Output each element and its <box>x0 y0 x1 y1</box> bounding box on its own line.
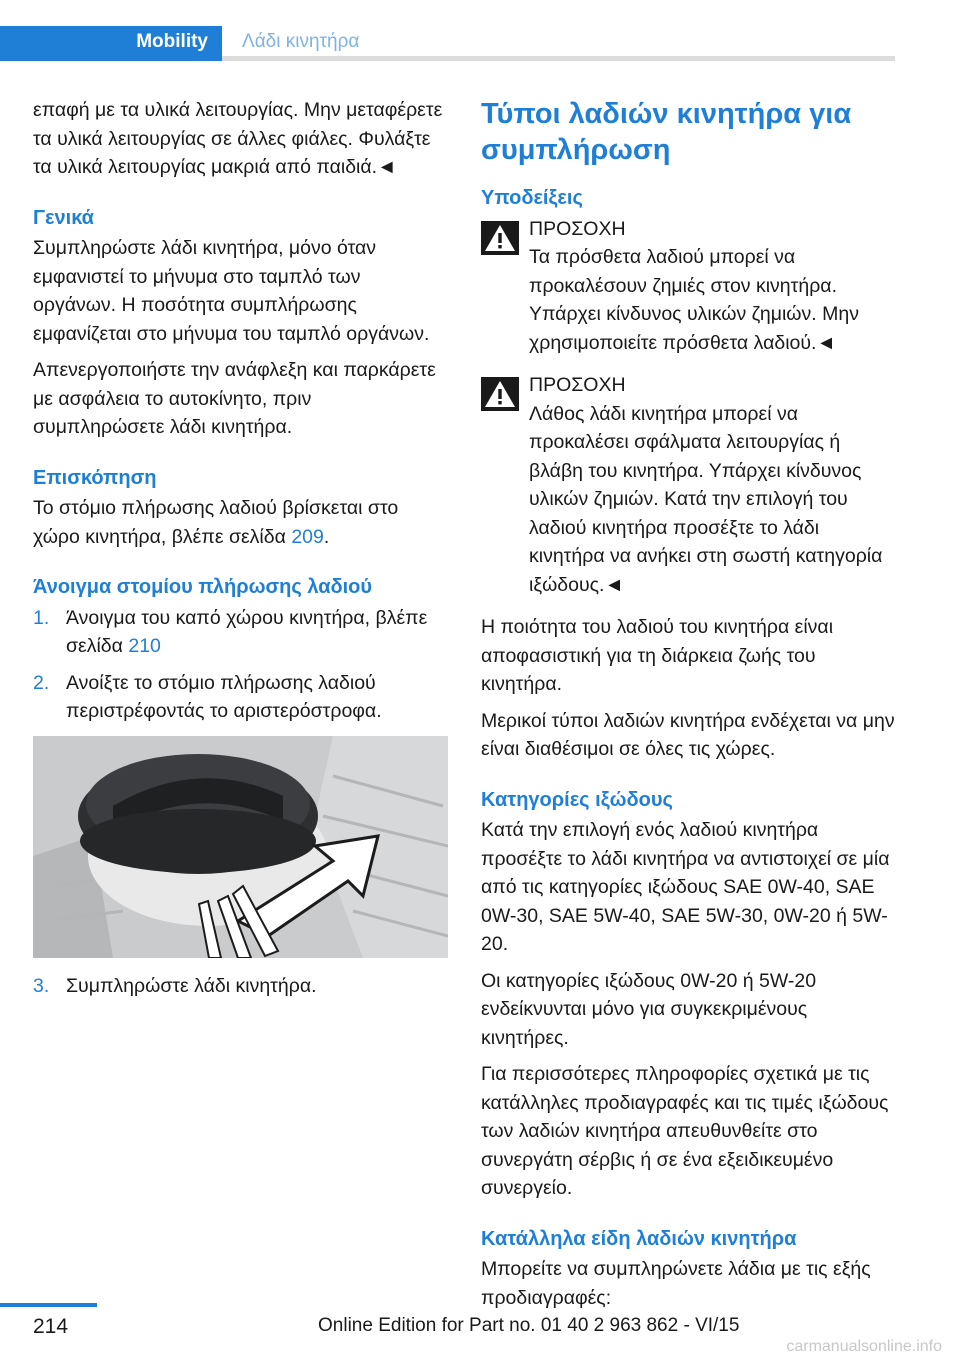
watermark: carmanualsonline.info <box>786 1338 942 1355</box>
page-link-209[interactable]: 209 <box>291 525 324 548</box>
page-number: 214 <box>33 1315 69 1338</box>
left-column <box>33 96 448 1008</box>
warning-triangle-icon <box>481 377 519 411</box>
suitable-oils-heading: Κατάλληλα είδη λαδιών κινητήρα <box>481 1227 797 1250</box>
section-label: Mobility <box>136 31 208 52</box>
steps-list <box>33 604 448 726</box>
availability-paragraph: Μερικοί τύποι λαδιών κινητήρα ενδέχεται να μην είναι διαθέσιμοι σε όλες τις χώρες. <box>481 709 895 760</box>
edition-note: Online Edition for Part no. 01 40 2 963 862 - VI/15 <box>318 1315 740 1336</box>
viscosity-paragraph-3: Για περισσότερες πληροφορίες σχετικά με τις κατάλληλες προδιαγραφές και τις τιμές ιξώδους των λαδιών κινητήρα απευθυνθείτε στο συνεργάτη σέρβις ή σε ένα εξειδικευμένο συνεργείο. <box>481 1063 889 1199</box>
caution-block <box>481 371 896 599</box>
page-link-210[interactable]: 210 <box>128 635 161 657</box>
steps-list-continued <box>33 972 448 1001</box>
step-item <box>33 669 448 726</box>
overview-end: . <box>323 525 330 548</box>
step-text: Συμπληρώστε λάδι κινητήρα. <box>66 974 317 997</box>
caution-block <box>481 215 896 358</box>
step-text: Ανοίξτε το στόμιο πλήρωσης λαδιού περιστρέφοντάς το αριστερόστροφα. <box>66 671 382 722</box>
step-number: 2. <box>33 671 50 694</box>
viscosity-heading: Κατηγορίες ιξώδους <box>481 788 673 811</box>
step-item <box>33 972 448 1001</box>
opening-heading: Άνοιγμα στομίου πλήρωσης λαδιού <box>33 576 373 598</box>
step-number: 3. <box>33 974 50 997</box>
page-header <box>0 26 960 62</box>
oil-cap-photo <box>33 736 448 958</box>
step-item <box>33 604 448 661</box>
step-number: 1. <box>33 606 50 629</box>
right-column <box>481 96 896 1320</box>
warning-triangle-icon <box>481 221 519 255</box>
quality-paragraph: Η ποιότητα του λαδιού του κινητήρα είναι αποφασιστική για τη διάρκεια ζωής του κινητήρα. <box>481 616 834 695</box>
suitable-oils-paragraph: Μπορείτε να συμπληρώνετε λάδια με τις εξής προδιαγραφές: <box>481 1258 871 1309</box>
caution-title: ΠΡΟΣΟΧΗ <box>529 217 626 240</box>
general-heading: Γενικά <box>33 206 94 229</box>
section-title: Τύποι λαδιών κινητήρα για συμπλήρωση <box>481 98 852 166</box>
caution-text: Λάθος λάδι κινητήρα μπορεί να προκαλέσει σφάλματα λειτουργίας ή βλάβη του κινητήρα. Υπάρχει κίνδυνος υλικών ζημιών. Κατά την επιλογή του λαδιού κινητήρα προσέξτε το λάδι κινητήρα να ανήκει στη σωστή κατηγορία ιξώδους.◄ <box>529 402 883 596</box>
general-paragraph-2: Απενεργοποιήστε την ανάφλεξη και παρκάρετε με ασφάλεια το αυτοκίνητο, πριν συμπληρώσετε λάδι κινητήρα. <box>33 359 436 438</box>
general-paragraph-1: Συμπληρώστε λάδι κινητήρα, μόνο όταν εμφανιστεί το μήνυμα στο ταμπλό των οργάνων. Η ποσότητα συμπλήρωσης εμφανίζεται στο μήνυμα του ταμπλό οργάνων. <box>33 237 430 345</box>
viscosity-paragraph-1: Κατά την επιλογή ενός λαδιού κινητήρα προσέξτε το λάδι κινητήρα να αντιστοιχεί σε μία από τις κατηγορίες ιξώδους SAE 0W-40, SAE 0W-30, SAE 5W-40, SAE 5W-30, 0W-20 ή 5W-20. <box>481 819 890 955</box>
caution-title: ΠΡΟΣΟΧΗ <box>529 374 626 396</box>
subsection-tab[interactable]: Λάδι κινητήρα <box>242 31 360 52</box>
overview-text: Το στόμιο πλήρωσης λαδιού βρίσκεται στο χώρο κινητήρα, βλέπε σελίδα <box>33 497 399 548</box>
caution-text: Τα πρόσθετα λαδιού μπορεί να προκαλέσουν ζημιές στον κινητήρα. Υπάρχει κίνδυνος υλικών ζημιών. Μην χρησιμοποιείτε πρόσθετα λαδιού.◄ <box>529 246 859 354</box>
intro-text: επαφή με τα υλικά λειτουργίας. Μην μεταφέρετε τα υλικά λειτουργίας σε άλλες φιάλες. Φυλάξτε τα υλικά λειτουργίας μακριά από παιδιά.◄ <box>33 99 443 178</box>
footer-rule <box>0 1303 97 1307</box>
hints-heading: Υποδείξεις <box>481 187 583 209</box>
overview-heading: Επισκόπηση <box>33 466 157 489</box>
overview-paragraph <box>33 494 448 551</box>
section-tab[interactable] <box>0 26 222 61</box>
viscosity-paragraph-2: Οι κατηγορίες ιξώδους 0W-20 ή 5W-20 ενδείκνυνται μόνο για συγκεκριμένους κινητήρες. <box>481 969 817 1049</box>
step-text: Άνοιγμα του καπό χώρου κινητήρα, βλέπε σελίδα <box>66 606 428 657</box>
